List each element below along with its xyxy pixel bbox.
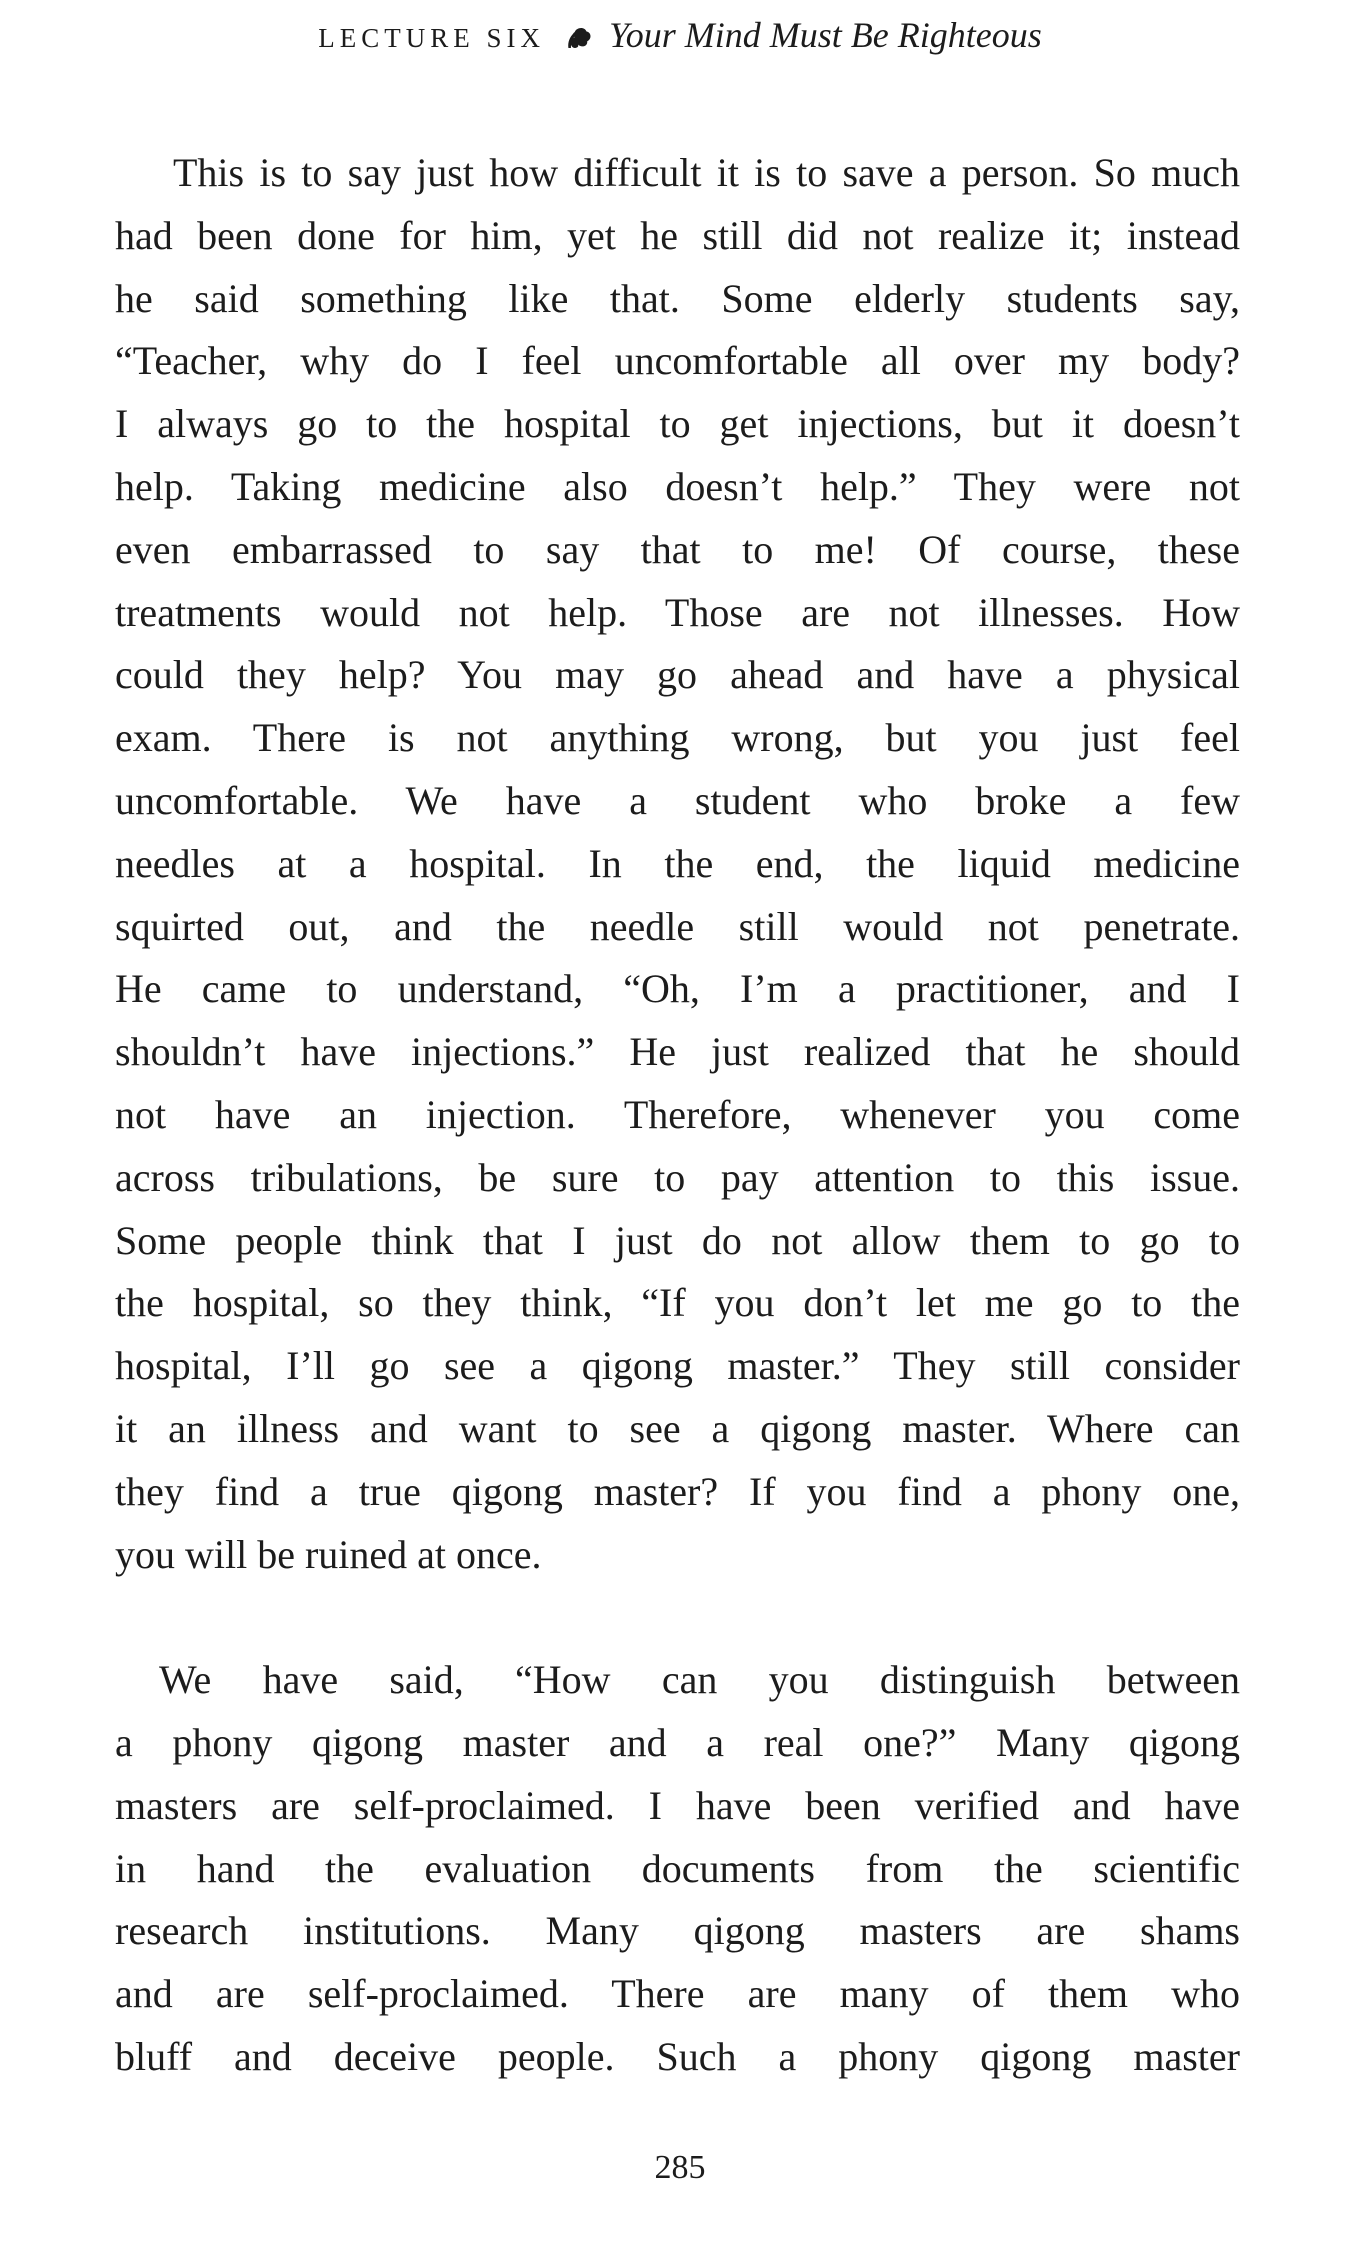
text-line: shouldn’t have injections.” He just realized that he should bbox=[115, 1029, 1240, 1075]
text-line: had been done for him, yet he still did not realize it; instead bbox=[115, 212, 1240, 258]
text-line: in hand the evaluation documents from the scientific bbox=[115, 1845, 1240, 1891]
text-line: masters are self-proclaimed. I have been verified and have bbox=[115, 1782, 1240, 1828]
text-line: help. Taking medicine also doesn’t help.” They were not bbox=[115, 463, 1240, 509]
text-block bbox=[115, 142, 1240, 2089]
text-line: the hospital, so they think, “If you don’t let me go to the bbox=[115, 1280, 1240, 1326]
text-line: “Teacher, why do I feel uncomfortable all over my body? bbox=[115, 338, 1240, 384]
paragraph bbox=[115, 142, 1240, 1586]
text-line: and are self-proclaimed. There are many of them who bbox=[115, 1971, 1240, 2017]
text-line: across tribulations, be sure to pay attention to this issue. bbox=[115, 1154, 1240, 1200]
text-line: This is to say just how difficult it is to save a person. So much bbox=[173, 150, 1240, 195]
text-line: they find a true qigong master? If you find a phony one, bbox=[115, 1468, 1240, 1514]
text-line: it an illness and want to see a qigong master. Where can bbox=[115, 1405, 1240, 1451]
text-line: exam. There is not anything wrong, but you just feel bbox=[115, 715, 1240, 761]
text-line: hospital, I’ll go see a qigong master.” They still consider bbox=[115, 1343, 1240, 1389]
text-line: research institutions. Many qigong masters are shams bbox=[115, 1908, 1240, 1954]
hedera-leaf-icon bbox=[563, 25, 593, 51]
text-line: needles at a hospital. In the end, the liquid medicine bbox=[115, 840, 1240, 886]
text-line: he said something like that. Some elderly students say, bbox=[115, 275, 1240, 321]
text-line: He came to understand, “Oh, I’m a practitioner, and I bbox=[115, 966, 1240, 1012]
text-line: not have an injection. Therefore, whenever you come bbox=[115, 1091, 1240, 1137]
page-number: 285 bbox=[654, 2149, 706, 2186]
text-line: could they help? You may go ahead and have a physical bbox=[115, 652, 1240, 698]
text-line: We have said, “How can you distinguish between bbox=[159, 1657, 1240, 1703]
text-line: I always go to the hospital to get injections, but it doesn’t bbox=[115, 401, 1240, 447]
text-line: treatments would not help. Those are not illnesses. How bbox=[115, 589, 1240, 635]
text-line: you will be ruined at once. bbox=[115, 1531, 542, 1577]
text-line: uncomfortable. We have a student who broke a few bbox=[115, 777, 1240, 823]
lecture-label: LECTURE SIX bbox=[318, 23, 546, 53]
text-line: bluff and deceive people. Such a phony qigong master bbox=[115, 2033, 1240, 2079]
running-header bbox=[0, 14, 1360, 56]
text-line: even embarrassed to say that to me! Of course, these bbox=[115, 526, 1240, 572]
paragraph bbox=[115, 1649, 1240, 2089]
chapter-title: Your Mind Must Be Righteous bbox=[609, 15, 1042, 55]
text-line: Some people think that I just do not allow them to go to bbox=[115, 1217, 1240, 1263]
text-line: a phony qigong master and a real one?” Many qigong bbox=[115, 1719, 1240, 1765]
text-line: squirted out, and the needle still would not penetrate. bbox=[115, 903, 1240, 949]
